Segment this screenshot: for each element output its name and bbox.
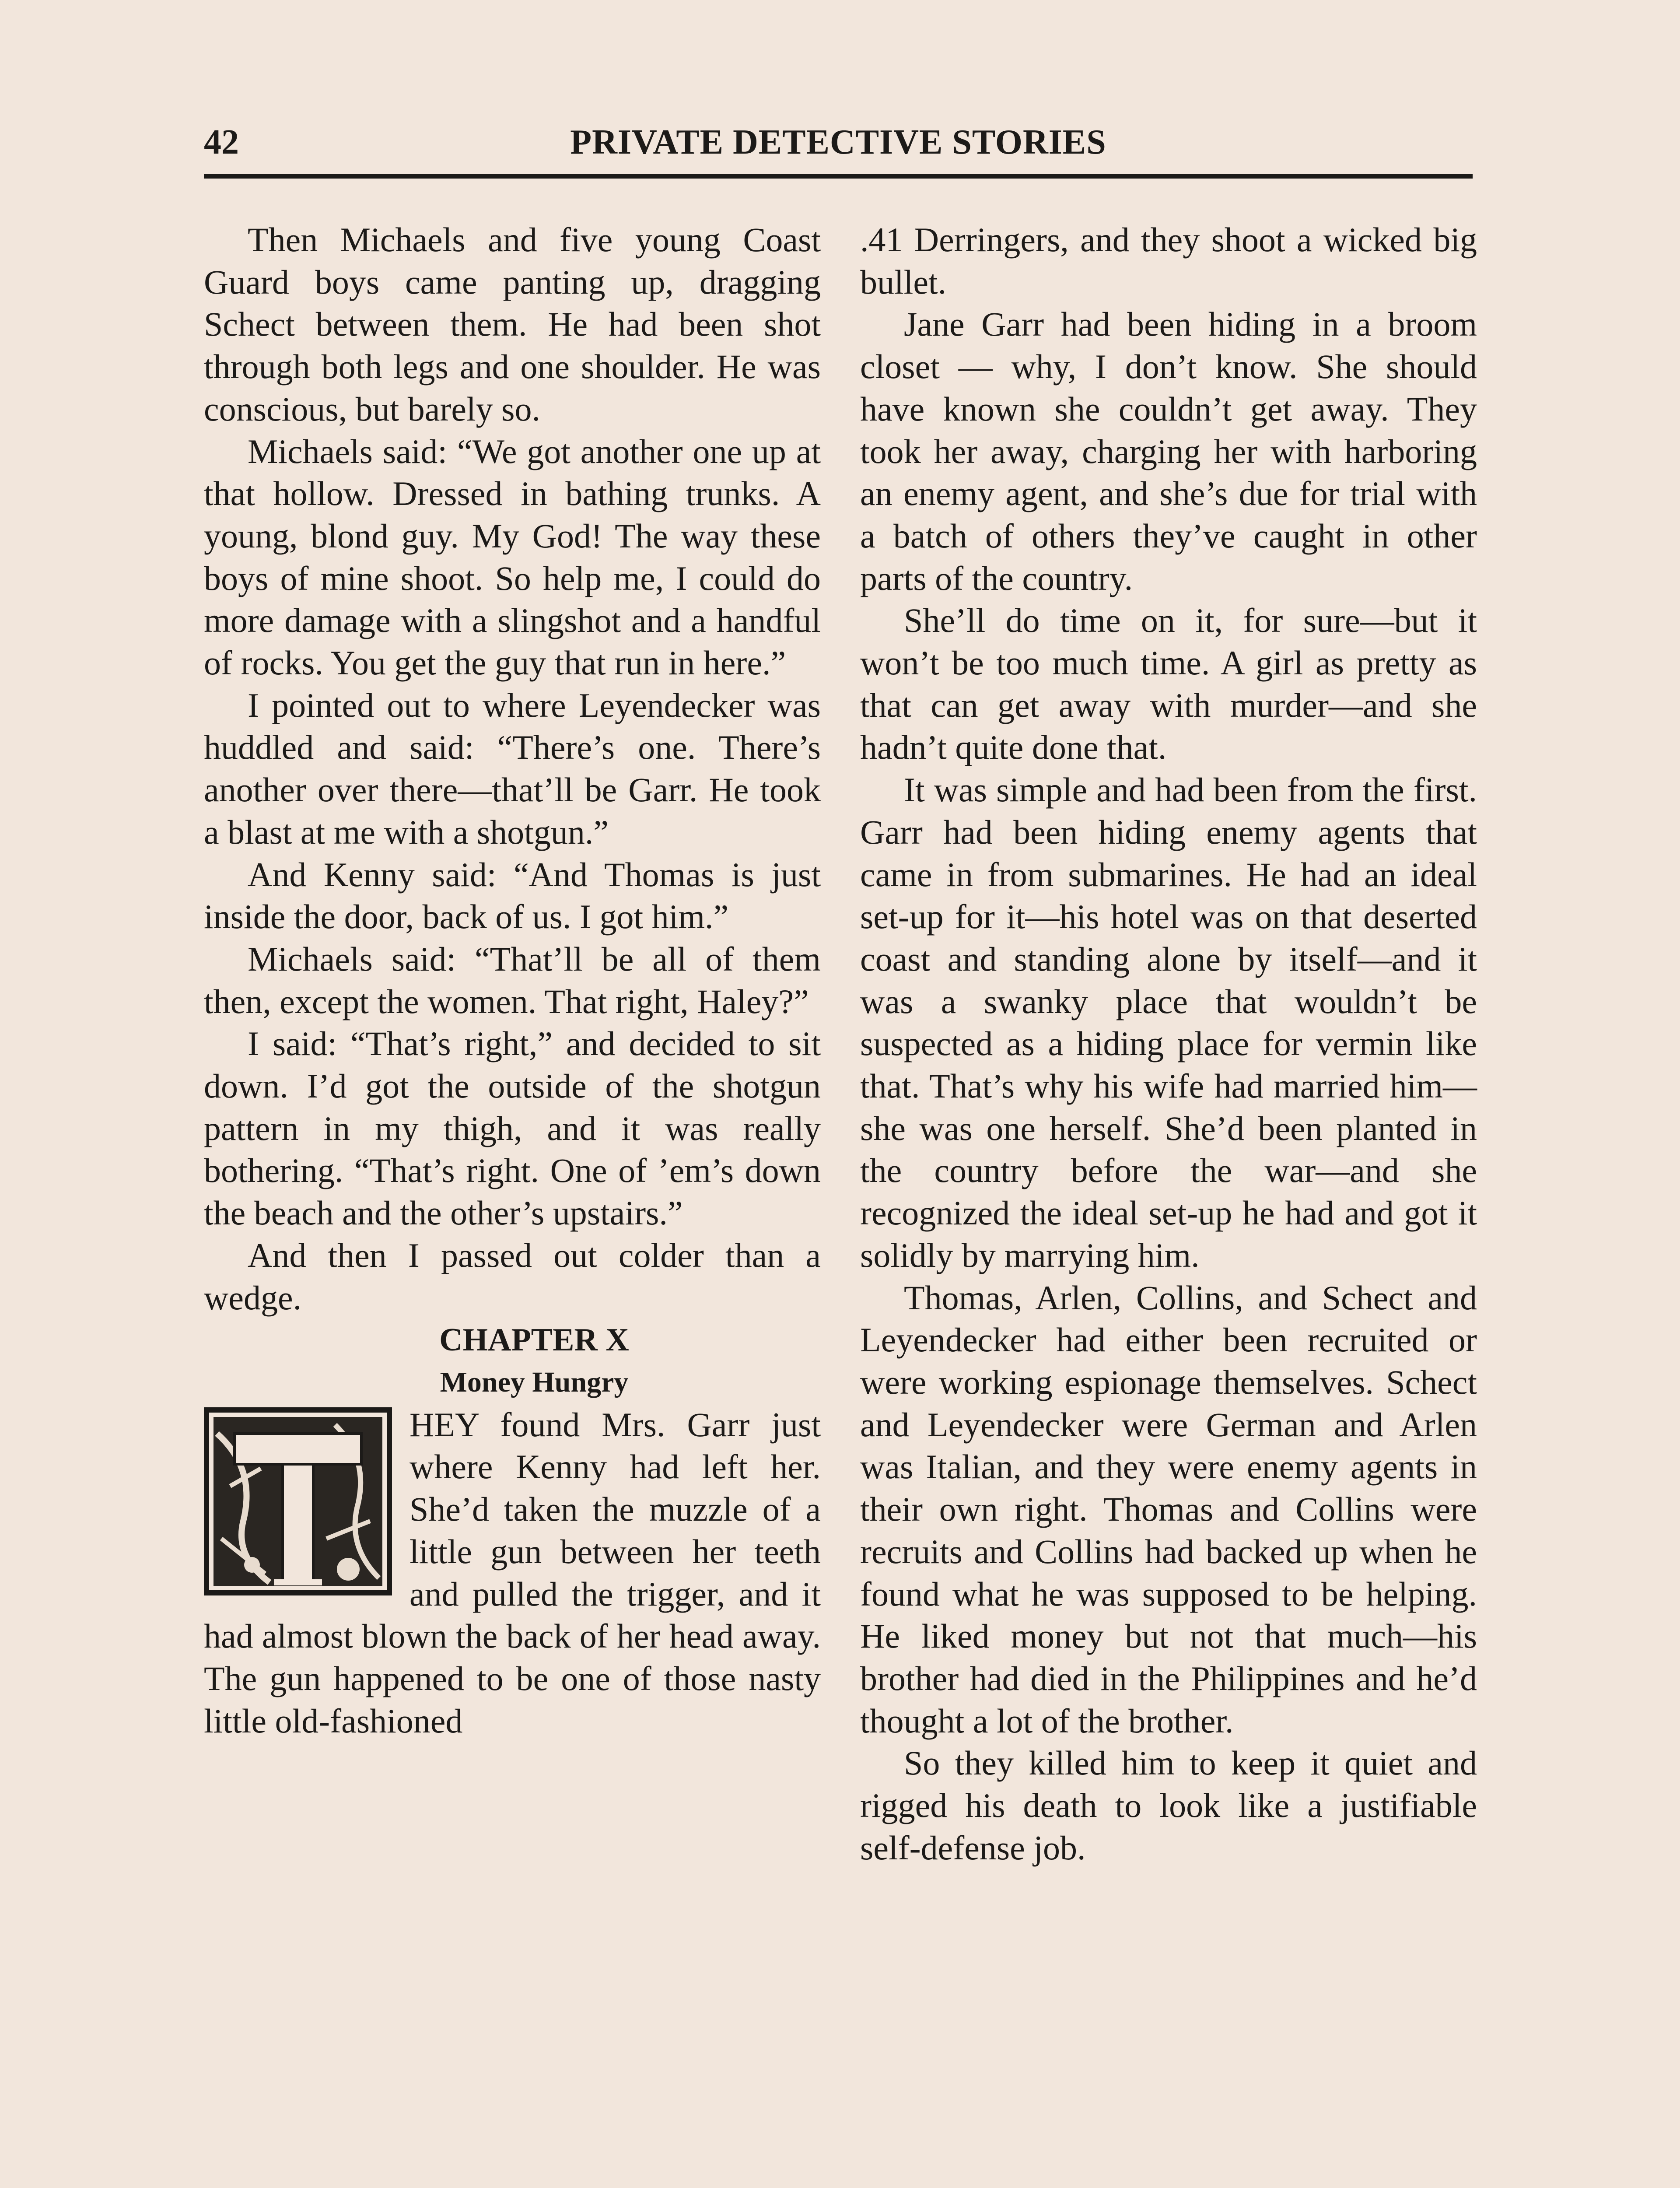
page-header: [204, 118, 1473, 175]
paragraph: Jane Garr had been hiding in a broom closet — why, I don’t know. She should have known she couldn’t get away. They took her away, charging her with harboring an enemy agent, and she’s due for trial with a batch of others they’ve caught in other parts of the country.: [860, 305, 1477, 597]
running-title: PRIVATE DETECTIVE STORIES: [570, 123, 1106, 161]
left-column: [204, 219, 821, 1742]
chapter-heading: CHAPTER X: [439, 1322, 629, 1358]
paragraph: I pointed out to where Leyendecker was huddled and said: “There’s one. There’s another over there—that’ll be Garr. He took a blast at me with a shotgun.”: [204, 686, 821, 851]
header-rule: [204, 174, 1473, 179]
decorative-dropcap-t: [204, 1407, 392, 1595]
paragraph: It was simple and had been from the first. Garr had been hiding enemy agents that came in from submarines. He had an ideal set-up for it—his hotel was on that deserted coast and standing alone by itself—and it was a swanky place that wouldn’t be suspected as a hiding place for vermin like that. That’s why his wife had married him—she was one herself. She’d been planted in the country before the war—and she recognized the ideal set-up he had and got it solidly by marrying him.: [860, 771, 1477, 1274]
chapter-subtitle: Money Hungry: [440, 1366, 629, 1398]
paragraph: She’ll do time on it, for sure—but it won’t be too much time. A girl as pretty as that can get away with murder—and she hadn’t quite done that.: [860, 601, 1477, 767]
right-column: [860, 219, 1477, 1869]
paragraph: And then I passed out colder than a wedge.: [204, 1236, 821, 1317]
paragraph: Michaels said: “That’ll be all of them then, except the women. That right, Haley?”: [204, 940, 821, 1020]
paragraph: I said: “That’s right,” and decided to sit down. I’d got the outside of the shotgun pattern in my thigh, and it was really bothering. “That’s right. One of ’em’s down the beach and the other’s upstairs.”: [204, 1024, 821, 1232]
dropcap-illustration-icon: [204, 1407, 392, 1595]
page-number: 42: [204, 123, 239, 161]
paragraph: Thomas, Arlen, Collins, and Schect and Leyendecker had either been recruited or were working espionage themselves. Schect and Leyendecker were German and Arlen was Italian, and they were enemy agents in their own right. Thomas and Collins were recruits and Collins had backed up when he found what he was supposed to be helping. He liked money but not that much—his brother had died in the Philippines and he’d thought a lot of the brother.: [860, 1278, 1477, 1740]
paragraph: Then Michaels and five young Coast Guard boys came panting up, dragging Schect between them. He had been shot through both legs and one shoulder. He was conscious, but barely so.: [204, 221, 821, 428]
paragraph: .41 Derringers, and they shoot a wicked big bullet.: [860, 221, 1477, 301]
paragraph: Michaels said: “We got another one up at that hollow. Dressed in bathing trunks. A young, blond guy. My God! The way these boys of mine shoot. So help me, I could do more damage with a slingshot and a handful of rocks. You get the guy that run in here.”: [204, 432, 821, 682]
paragraph: So they killed him to keep it quiet and rigged his death to look like a justifiable self-defense job.: [860, 1744, 1477, 1867]
chapter-opening-paragraph: HEY found Mrs. Garr just where Kenny had left her. She’d taken the muzzle of a little gun between her teeth and pulled the trigger, and it had almost blown the back of her head away. The gun happened to be one of those nasty little old-fashioned: [204, 1405, 821, 1740]
paragraph: And Kenny said: “And Thomas is just inside the door, back of us. I got him.”: [204, 855, 821, 936]
